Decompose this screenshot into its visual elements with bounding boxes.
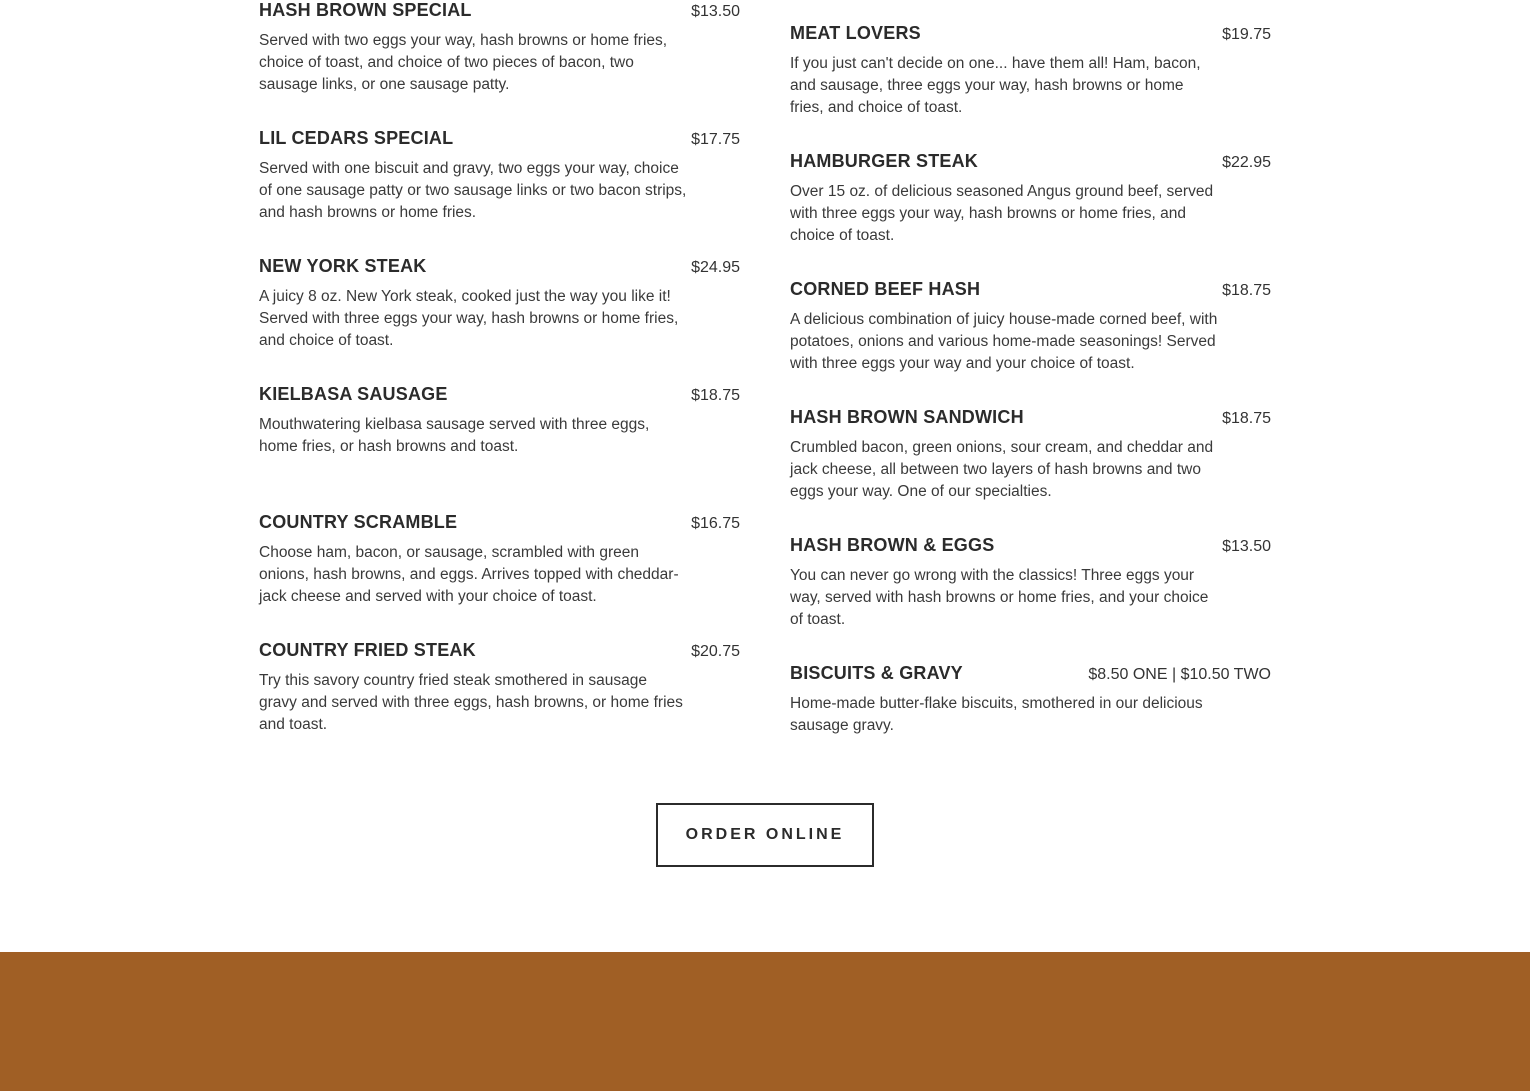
menu-item [790, 279, 1271, 407]
menu-column-left [259, 0, 740, 768]
menu-item [790, 407, 1271, 535]
menu-item-name: HASH BROWN & EGGS [790, 535, 995, 555]
menu-item-price: $24.95 [691, 259, 740, 276]
menu-item-description: Served with two eggs your way, hash browns or home fries, choice of toast, and choice of two pieces of bacon, two sausage links, or one sausage patty. [259, 32, 668, 94]
menu-item-description: A delicious combination of juicy house-made corned beef, with potatoes, onions and various home-made seasonings! Served with three eggs your way and your choice of toast. [790, 311, 1218, 373]
menu-item-name: NEW YORK STEAK [259, 256, 427, 276]
menu-item-price: $18.75 [1222, 282, 1271, 299]
menu-item-price: $17.75 [691, 131, 740, 148]
menu-item [259, 256, 740, 384]
menu-item [790, 151, 1271, 279]
menu-item-description: Choose ham, bacon, or sausage, scrambled with green onions, hash browns, and eggs. Arrives topped with cheddar-jack cheese and served with your choice of toast. [259, 544, 679, 606]
menu-item-name: HAMBURGER STEAK [790, 151, 979, 171]
menu-item [259, 512, 740, 640]
menu-item-description: You can never go wrong with the classics! Three eggs your way, served with hash browns or home fries, and your choice of toast. [790, 567, 1209, 629]
menu-item [790, 23, 1271, 151]
menu-item [259, 128, 740, 256]
menu-item-price: $19.75 [1222, 26, 1271, 43]
menu-column-right [790, 23, 1271, 791]
order-online-section [656, 803, 874, 867]
menu-item-name: LIL CEDARS SPECIAL [259, 128, 454, 148]
menu-item-description: If you just can't decide on one... have them all! Ham, bacon, and sausage, three eggs your way, hash browns or home fries, and choice of toast. [790, 55, 1201, 117]
menu-item-price: $18.75 [1222, 410, 1271, 427]
menu-item-name: HASH BROWN SANDWICH [790, 407, 1024, 427]
menu-item [790, 535, 1271, 663]
menu-item-description: Crumbled bacon, green onions, sour cream, and cheddar and jack cheese, all between two layers of hash browns and two eggs your way. One of our specialties. [790, 439, 1214, 501]
menu-item-name: KIELBASA SAUSAGE [259, 384, 448, 404]
menu-item-description: Home-made butter-flake biscuits, smothered in our delicious sausage gravy. [790, 695, 1203, 735]
menu-item [259, 384, 740, 512]
menu-item-name: CORNED BEEF HASH [790, 279, 981, 299]
menu-item-name: BISCUITS & GRAVY [790, 663, 963, 683]
menu-item [259, 0, 740, 128]
menu-item-price: $22.95 [1222, 154, 1271, 171]
menu-item-description: A juicy 8 oz. New York steak, cooked just the way you like it! Served with three eggs your way, hash browns or home fries, and choice of toast. [259, 288, 679, 350]
order-online-button[interactable]: ORDER ONLINE [656, 803, 874, 867]
menu-item-price: $16.75 [691, 515, 740, 532]
menu-item-price: $8.50 ONE | $10.50 TWO [1088, 666, 1271, 683]
menu-item-name: COUNTRY SCRAMBLE [259, 512, 458, 532]
menu-item-price: $13.50 [1222, 538, 1271, 555]
menu-item-description: Over 15 oz. of delicious seasoned Angus ground beef, served with three eggs your way, hash browns or home fries, and choice of toast. [790, 183, 1214, 245]
menu-item [790, 663, 1271, 791]
menu-item-name: MEAT LOVERS [790, 23, 921, 43]
menu-item-name: HASH BROWN SPECIAL [259, 0, 472, 20]
menu-item-description: Try this savory country fried steak smothered in sausage gravy and served with three eggs, hash browns, or home fries and toast. [259, 672, 683, 734]
footer-band [0, 952, 1530, 1091]
menu-item-name: COUNTRY FRIED STEAK [259, 640, 476, 660]
menu-item-price: $13.50 [691, 3, 740, 20]
menu-item-description: Served with one biscuit and gravy, two eggs your way, choice of one sausage patty or two sausage links or two bacon strips, and hash browns or home fries. [259, 160, 687, 222]
menu-item-price: $20.75 [691, 643, 740, 660]
menu-item-description: Mouthwatering kielbasa sausage served with three eggs, home fries, or hash browns and toast. [259, 416, 650, 456]
menu-item [259, 640, 740, 768]
menu-item-price: $18.75 [691, 387, 740, 404]
